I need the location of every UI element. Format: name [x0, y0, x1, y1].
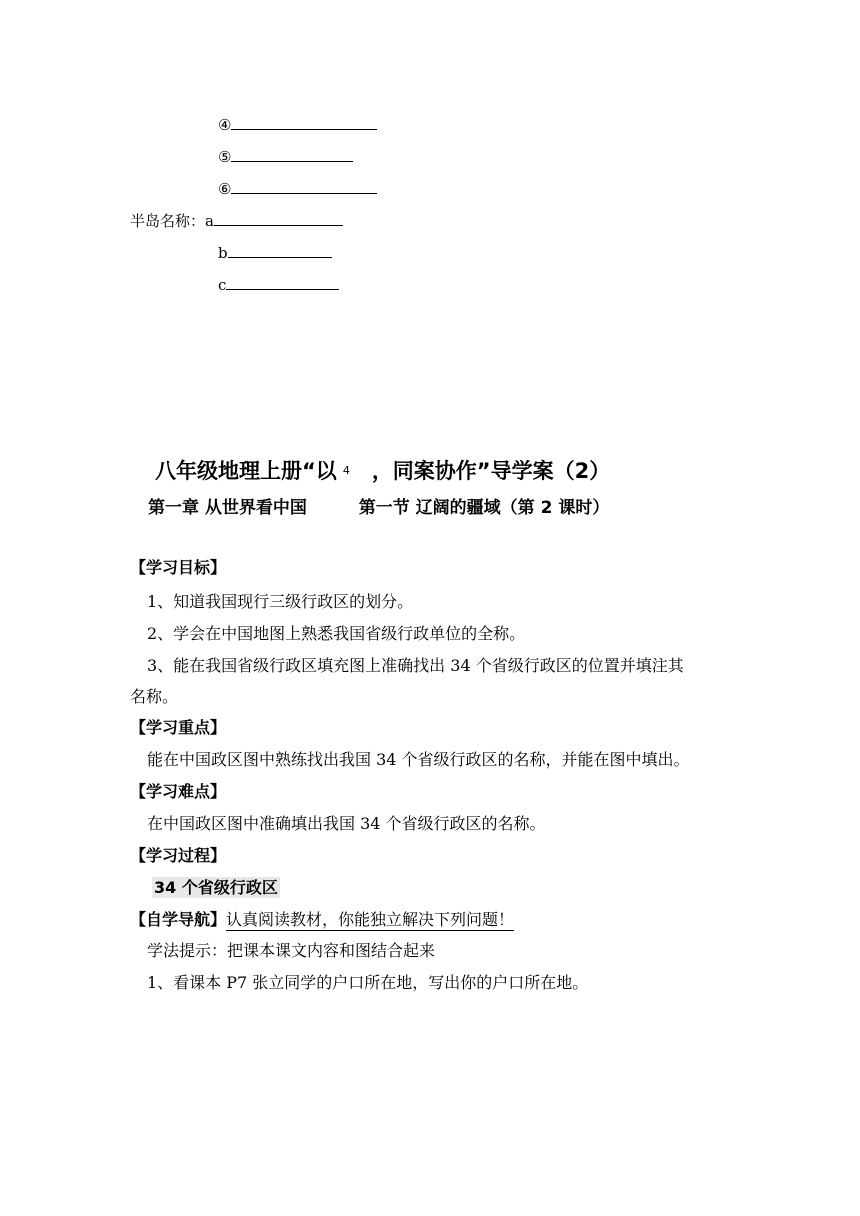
key-points-text: 能在中国政区图中熟练找出我国 34 个省级行政区的名称，并能在图中填出。 [147, 750, 690, 769]
nav-heading: 【自学导航】 [130, 910, 227, 929]
self-study-nav [130, 909, 514, 931]
question-1: 1、看课本 P7 张立同学的户口所在地，写出你的户口所在地。 [147, 973, 589, 992]
fill-blank[interactable] [228, 242, 332, 258]
peninsula-row-b [218, 242, 332, 263]
peninsula-row-c [218, 274, 339, 295]
goal-item: 2、学会在中国地图上熟悉我国省级行政单位的全称。 [147, 624, 526, 643]
goal-item: 3、能在我国省级行政区填充图上准确找出 34 个省级行政区的位置并填注其 [147, 656, 684, 675]
fill-item-5 [218, 146, 353, 167]
peninsula-label: c [218, 276, 227, 294]
title-part2: ，同案协作”导学案（2） [371, 459, 611, 483]
title-stray-mark: 4 [342, 464, 350, 477]
peninsula-row-a [130, 210, 343, 231]
fill-item-label: ⑥ [218, 180, 232, 198]
fill-blank[interactable] [226, 274, 339, 290]
subtitle-section: 第一节 辽阔的疆域（第 2 课时） [358, 498, 610, 518]
title-part1: 八年级地理上册“以 [155, 459, 337, 483]
goals-heading: 【学习目标】 [130, 558, 227, 577]
fill-blank[interactable] [231, 178, 377, 194]
fill-item-6 [218, 178, 377, 199]
peninsula-label: b [218, 244, 228, 262]
fill-item-label: ⑤ [218, 148, 232, 166]
nav-text: 认真阅读教材，你能独立解决下列问题！ [226, 910, 515, 929]
fill-item-4 [218, 114, 377, 135]
subtitle [148, 493, 609, 518]
goal-item: 1、知道我国现行三级行政区的划分。 [147, 592, 414, 611]
difficulties-text: 在中国政区图中准确填出我国 34 个省级行政区的名称。 [147, 814, 546, 833]
goal-item: 名称。 [130, 687, 179, 706]
process-heading: 【学习过程】 [130, 846, 227, 865]
fill-blank[interactable] [231, 146, 353, 162]
process-topic-text: 34 个省级行政区 [154, 878, 278, 897]
peninsula-label: a [205, 212, 214, 230]
peninsula-heading: 半岛名称： [130, 212, 206, 230]
page-title [155, 455, 610, 485]
fill-item-label: ④ [218, 116, 232, 134]
fill-blank[interactable] [231, 114, 377, 130]
fill-blank[interactable] [214, 210, 343, 226]
key-points-heading: 【学习重点】 [130, 718, 227, 737]
difficulties-heading: 【学习难点】 [130, 782, 227, 801]
subtitle-chapter: 第一章 从世界看中国 [148, 498, 307, 518]
study-tip: 学法提示：把课本课文内容和图结合起来 [147, 941, 436, 960]
process-topic [152, 877, 280, 899]
